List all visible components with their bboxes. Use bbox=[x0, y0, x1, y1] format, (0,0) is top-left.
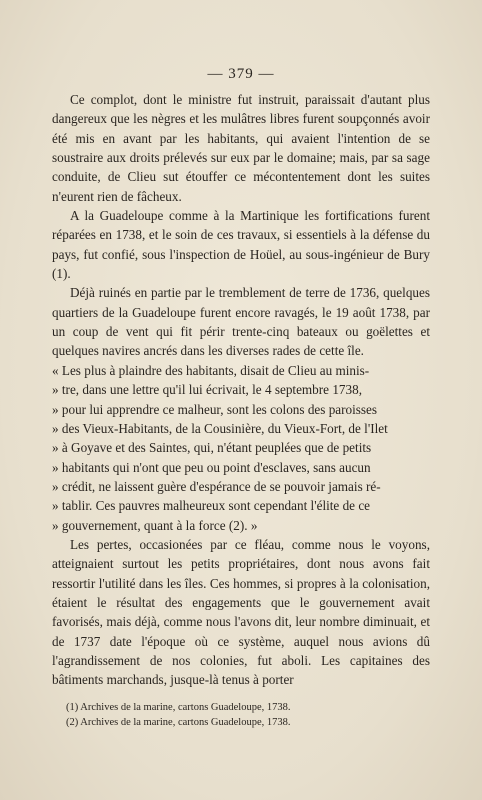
paragraph-losses: Les pertes, occasionées par ce fléau, comme nous le voyons, atteignaient surtout les petits propriétaires, dont nous avons fait ressortir l'utilité dans les îles. Ces hommes, si propres à la colonisation, étaient le résultat des engagements que le gouvernement avait favorisés, mais déjà, comme nous l'avons dit, leur nombre diminuait, et de 1737 date l'époque où ce système, auquel nous avions dû l'agrandissement de nos colonies, fut aboli. Les capitaines des bâtiments marchands, jusque-là tenus à porter bbox=[52, 536, 430, 688]
paragraph-fortifications: A la Guadeloupe comme à la Martinique les fortifications furent réparées en 1738, et le soin de ces travaux, si essentiels à la défense du pays, fut confié, sous l'inspection de Hoüel, au sous-ingénieur de Bury (1). bbox=[52, 208, 430, 282]
quote-line: » pour lui apprendre ce malheur, sont les colons des paroisses bbox=[52, 401, 378, 417]
quoted-letter bbox=[52, 361, 430, 535]
body-text bbox=[52, 90, 430, 690]
quote-line: » tre, dans une lettre qu'il lui écrivait, le 4 septembre 1738, bbox=[52, 382, 362, 398]
quote-line: » tablir. Ces pauvres malheureux sont cependant l'élite de ce bbox=[52, 498, 371, 514]
paragraph-complot: Ce complot, dont le ministre fut instruit, paraissait d'autant plus dangereux que les nègres et les mulâtres libres furent soupçonnés avoir été mis en avant par les habitants, qui avaient l'intention de se soustraire aux droits prélevés sur eux par le domaine; mais, par sa sage conduite, de Clieu sut étouffer ce mécontentement dont les suites n'eurent rien de fâcheux. bbox=[52, 92, 430, 204]
paragraph-hurricane: Déjà ruinés en partie par le tremblement de terre de 1736, quelques quartiers de la Guadeloupe furent encore ravagés, le 19 août 1738, par un coup de vent qui fit périr trente-cinq bateaux ou goëlettes et quelques navires ancrés dans les diverses rades de cette île. bbox=[52, 285, 430, 359]
quote-line: » des Vieux-Habitants, de la Cousinière, du Vieux-Fort, de l'Ilet bbox=[52, 420, 388, 436]
quote-line: » gouvernement, quant à la force (2). » bbox=[52, 517, 258, 533]
quote-line: » crédit, ne laissent guère d'espérance de se pouvoir jamais ré- bbox=[52, 478, 381, 494]
footnote-2: (2) Archives de la marine, cartons Guadeloupe, 1738. bbox=[66, 717, 291, 728]
quote-line: « Les plus à plaindre des habitants, disait de Clieu au minis- bbox=[52, 362, 370, 378]
footnotes bbox=[66, 700, 426, 730]
quote-line: » habitants qui n'ont que peu ou point d'esclaves, sans aucun bbox=[52, 459, 371, 475]
footnote-1: (1) Archives de la marine, cartons Guadeloupe, 1738. bbox=[66, 702, 291, 713]
quote-line: » à Goyave et des Saintes, qui, n'étant peuplées que de petits bbox=[52, 440, 372, 456]
page-number: — 379 — bbox=[207, 66, 275, 82]
